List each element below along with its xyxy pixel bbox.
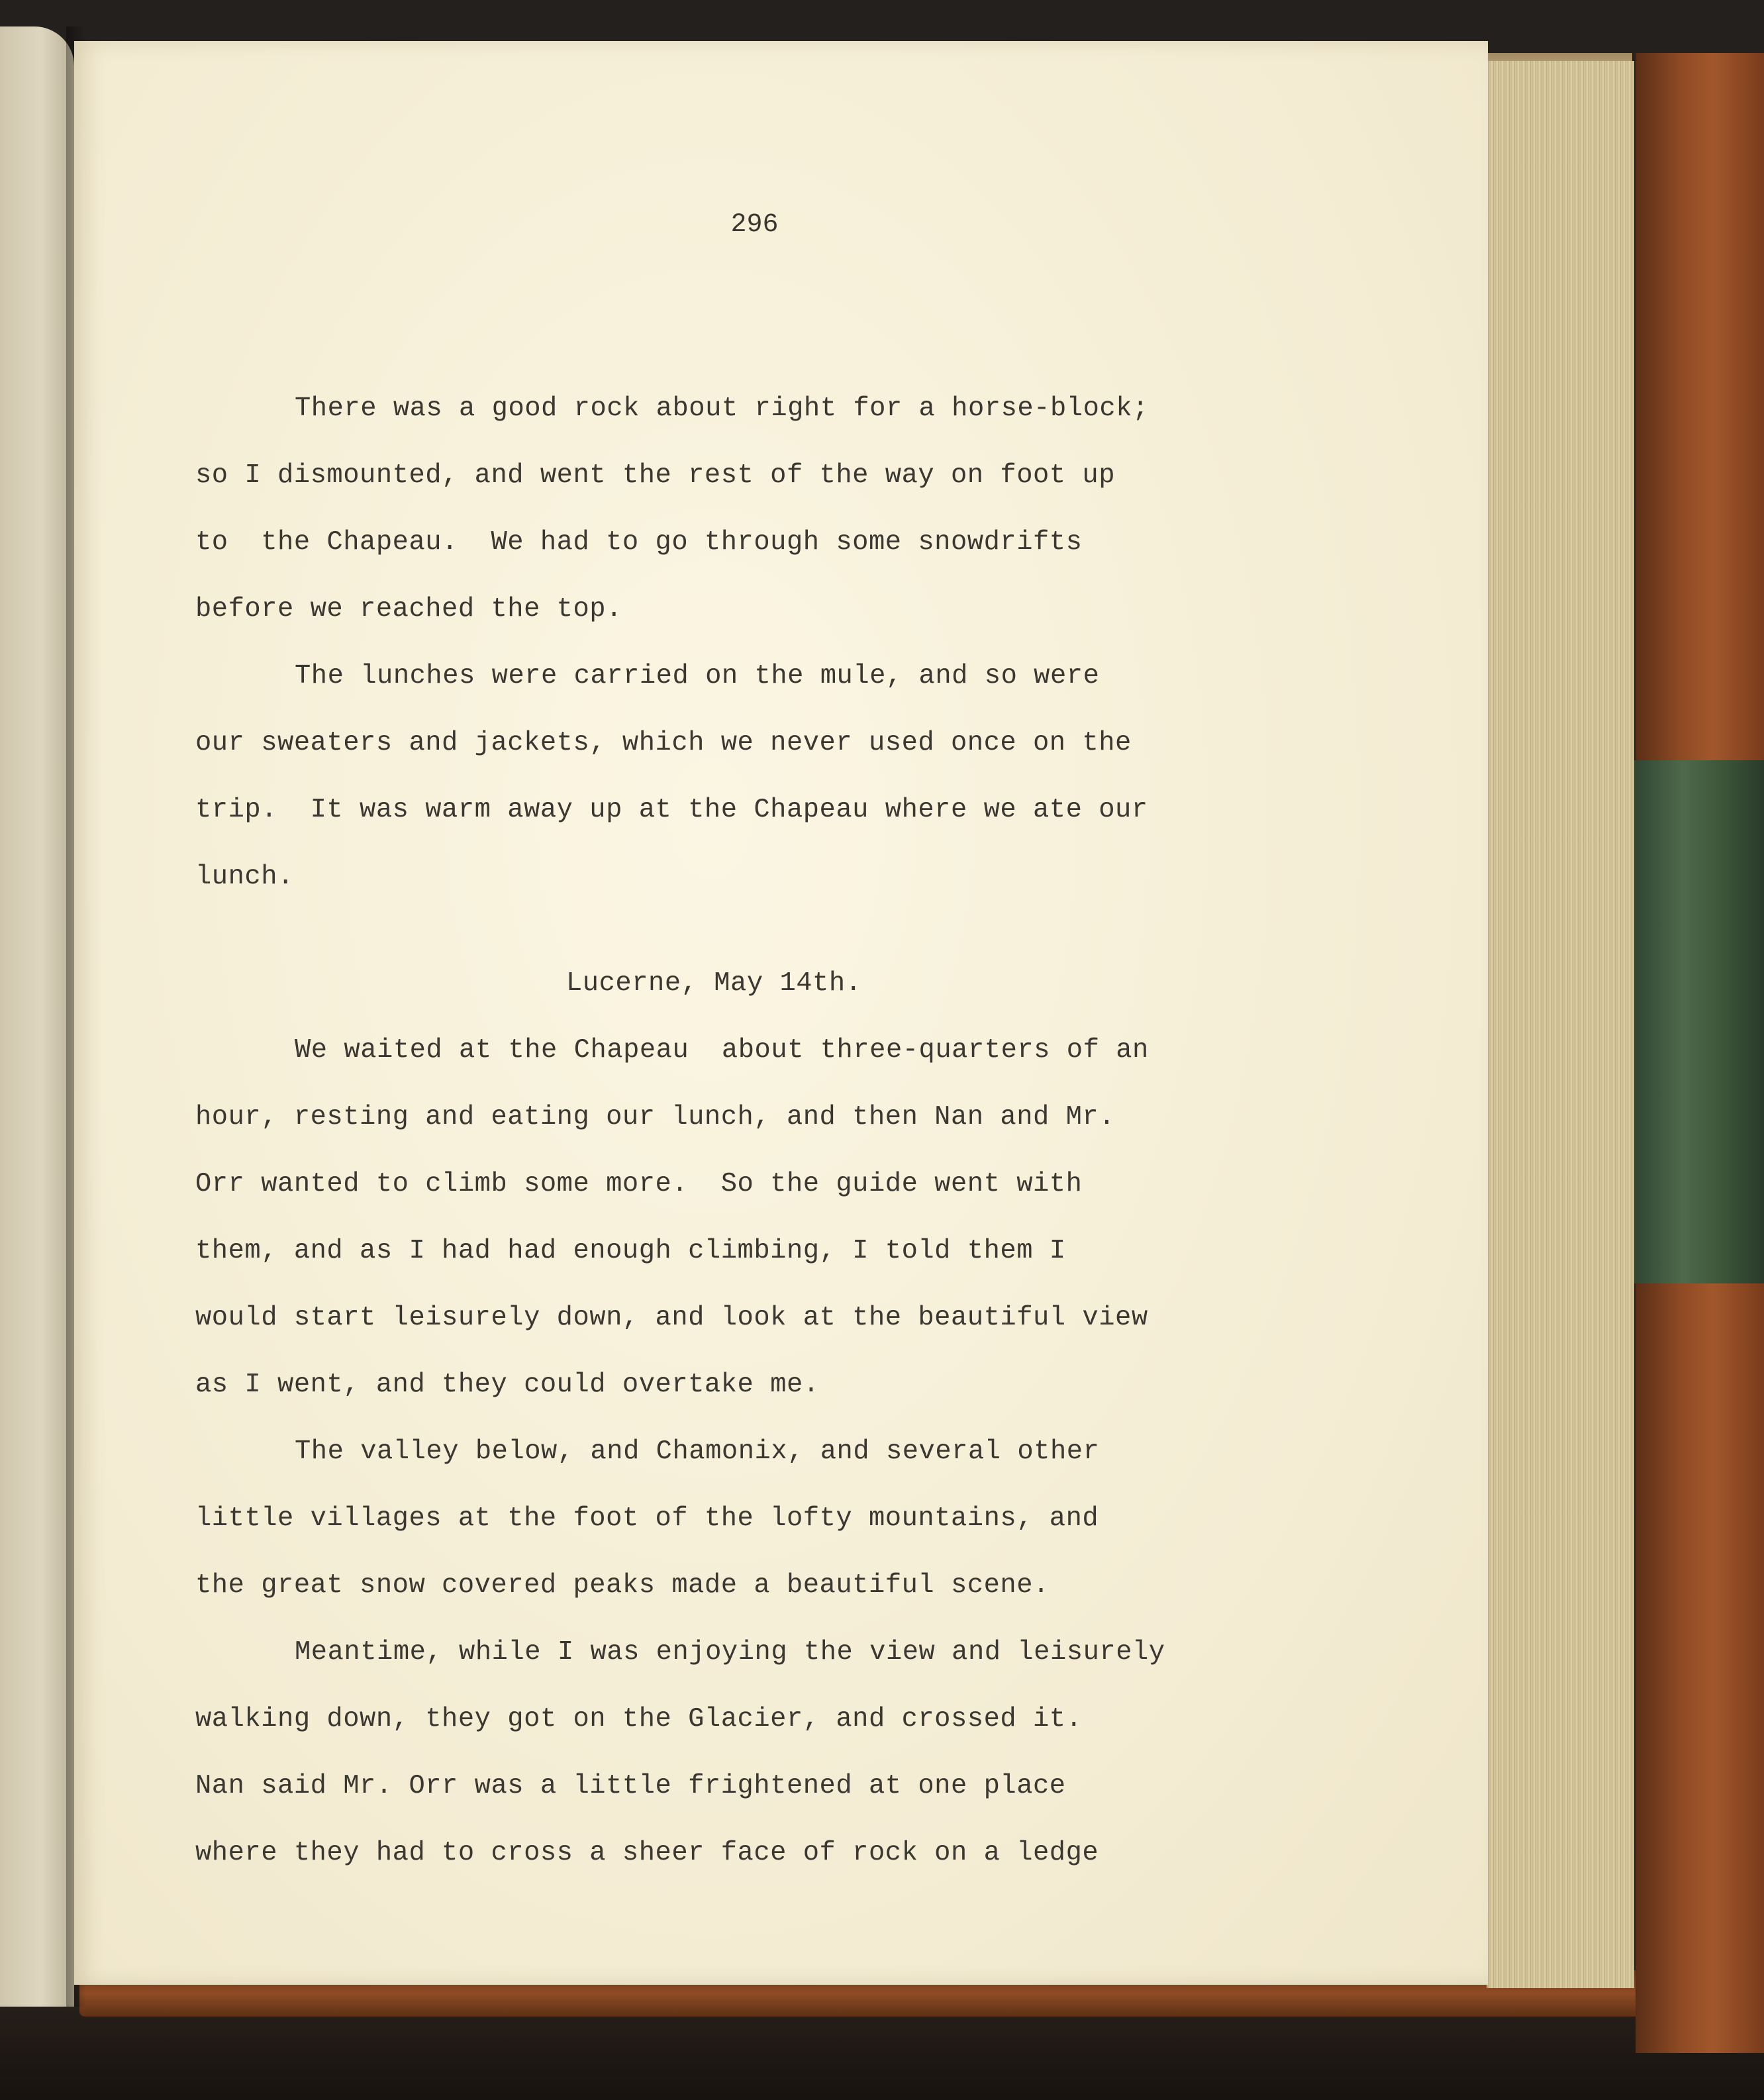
page-block-edges	[1487, 61, 1634, 1988]
text-line: The lunches were carried on the mule, and so were	[295, 661, 1100, 691]
text-line: our sweaters and jackets, which we never used once on the	[195, 728, 1132, 758]
text-line: The valley below, and Chamonix, and several other	[295, 1436, 1100, 1467]
text-line: trip. It was warm away up at the Chapeau where we ate our	[195, 795, 1148, 825]
text-line: We waited at the Chapeau about three-quarters of an	[295, 1035, 1149, 1066]
text-line: as I went, and they could overtake me.	[195, 1370, 820, 1400]
bookmark-ribbon	[1629, 760, 1764, 1283]
page-number: 296	[730, 210, 779, 240]
text-line: would start leisurely down, and look at the beautiful view	[195, 1303, 1148, 1333]
typewritten-page	[74, 41, 1488, 1985]
text-line: them, and as I had had enough climbing, I told them I	[195, 1236, 1066, 1266]
text-line: lunch.	[195, 862, 294, 892]
text-line: walking down, they got on the Glacier, and crossed it.	[195, 1704, 1083, 1734]
previous-page-edge	[0, 26, 74, 2007]
text-line: Meantime, while I was enjoying the view and leisurely	[295, 1637, 1165, 1668]
line-gap	[195, 911, 1453, 950]
text-line: where they had to cross a sheer face of rock on a ledge	[195, 1838, 1099, 1868]
page-text	[195, 375, 1453, 1887]
text-line: hour, resting and eating our lunch, and then Nan and Mr.	[195, 1102, 1116, 1132]
text-line: so I dismounted, and went the rest of the way on foot up	[195, 460, 1116, 491]
text-line: Orr wanted to climb some more. So the guide went with	[195, 1169, 1083, 1199]
text-line: the great snow covered peaks made a beautiful scene.	[195, 1570, 1050, 1601]
date-heading: Lucerne, May 14th.	[566, 968, 862, 999]
text-line: before we reached the top.	[195, 594, 622, 625]
text-line: Nan said Mr. Orr was a little frightened at one place	[195, 1771, 1066, 1801]
text-line: There was a good rock about right for a horse-block;	[295, 393, 1149, 424]
text-line: little villages at the foot of the lofty mountains, and	[195, 1503, 1099, 1534]
text-line: to the Chapeau. We had to go through some snowdrifts	[195, 527, 1083, 558]
